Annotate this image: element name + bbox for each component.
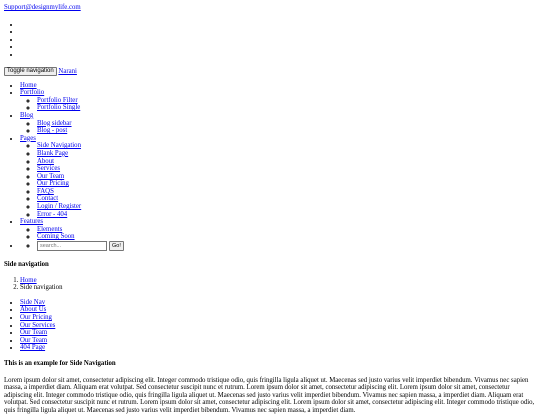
submenu-item xyxy=(37,127,536,135)
submenu-item xyxy=(37,97,536,105)
breadcrumb-home-link[interactable]: Home xyxy=(20,276,37,284)
toggle-navigation-button[interactable]: Toggle navigation xyxy=(4,67,57,76)
menu-item-features xyxy=(20,218,536,241)
submenu-link-contact[interactable]: Contact xyxy=(37,195,59,203)
side-nav-item xyxy=(20,337,536,345)
submenu-link-side-navigation[interactable]: Side Navigation xyxy=(37,142,81,150)
breadcrumb xyxy=(4,277,536,292)
side-nav-link-about-us[interactable]: About Us xyxy=(20,306,47,314)
submenu-item xyxy=(37,142,536,150)
search-submenu xyxy=(20,241,536,251)
submenu-link-blog-sidebar[interactable]: Blog sidebar xyxy=(37,119,72,127)
menu-link-features[interactable]: Features xyxy=(20,218,44,226)
submenu-item xyxy=(37,226,536,234)
submenu-item xyxy=(37,203,536,211)
side-nav-link-404-page[interactable]: 404 Page xyxy=(20,344,46,352)
submenu-link-our-team[interactable]: Our Team xyxy=(37,172,65,180)
side-nav-item xyxy=(20,322,536,330)
menu-item-portfolio xyxy=(20,89,536,112)
side-nav-link-side-nav[interactable]: Side Nav xyxy=(20,298,46,306)
social-link[interactable] xyxy=(20,28,536,36)
side-nav-link-our-team-2[interactable]: Our Team xyxy=(20,336,48,344)
social-link[interactable] xyxy=(20,36,536,44)
side-nav-link-our-team[interactable]: Our Team xyxy=(20,329,48,337)
submenu-link-elements[interactable]: Elements xyxy=(37,225,63,233)
search-form xyxy=(37,241,536,251)
submenu-link-coming-soon[interactable]: Coming Soon xyxy=(37,233,75,241)
social-links-list xyxy=(4,21,536,59)
submenu-item xyxy=(37,180,536,188)
submenu-item xyxy=(37,120,536,128)
breadcrumb-current: 2. Side navigation xyxy=(20,284,536,292)
submenu-link-our-pricing[interactable]: Our Pricing xyxy=(37,180,69,188)
brand-link[interactable]: Narani xyxy=(58,67,77,75)
submenu-link-portfolio-filter[interactable]: Portfolio Filter xyxy=(37,96,78,104)
breadcrumb-item xyxy=(20,277,536,285)
submenu-item xyxy=(37,173,536,181)
side-nav-item xyxy=(20,299,536,307)
menu-link-pages[interactable]: Pages xyxy=(20,134,36,142)
features-submenu xyxy=(20,226,536,241)
submenu-item xyxy=(37,165,536,173)
submenu-item xyxy=(37,195,536,203)
submenu-link-error-404[interactable]: Error - 404 xyxy=(37,210,68,218)
submenu-item xyxy=(37,158,536,166)
navbar xyxy=(4,67,536,76)
example-heading: This is an example for Side Navigation xyxy=(4,359,116,367)
portfolio-submenu xyxy=(20,97,536,112)
social-link[interactable] xyxy=(20,51,536,59)
submenu-item xyxy=(37,233,536,241)
submenu-link-about[interactable]: About xyxy=(37,157,54,165)
menu-item-pages xyxy=(20,135,536,219)
menu-link-portfolio[interactable]: Portfolio xyxy=(20,89,45,97)
submenu-item xyxy=(37,150,536,158)
side-nav-link-our-pricing[interactable]: Our Pricing xyxy=(20,314,52,321)
side-nav-item xyxy=(20,344,536,352)
support-email-link[interactable]: Support@designmylife.com xyxy=(4,4,81,11)
search-input[interactable] xyxy=(37,241,107,251)
submenu-item xyxy=(37,104,536,112)
side-nav-list xyxy=(4,299,536,352)
submenu-item xyxy=(37,188,536,196)
submenu-link-login-register[interactable]: Login / Register xyxy=(37,203,82,211)
submenu-link-portfolio-single[interactable]: Portfolio Single xyxy=(37,104,81,112)
side-nav-item xyxy=(20,314,536,322)
social-link[interactable] xyxy=(20,21,536,29)
menu-item-search xyxy=(20,241,536,251)
side-nav-item xyxy=(20,329,536,337)
search-go-button[interactable]: ◦ • Go! xyxy=(109,241,124,251)
submenu-link-blog-post[interactable]: Blog - post xyxy=(37,127,68,135)
menu-link-blog[interactable]: Blog xyxy=(20,111,34,119)
page-title: Side navigation xyxy=(4,261,49,269)
menu-item-blog xyxy=(20,112,536,135)
menu-item-home xyxy=(20,82,536,90)
social-link[interactable] xyxy=(20,43,536,51)
submenu-link-blank-page[interactable]: Blank Page xyxy=(37,149,69,157)
blog-submenu xyxy=(20,120,536,135)
side-nav-link-our-services[interactable]: Our Services xyxy=(20,321,56,329)
body-paragraph: Lorem ipsum dolor sit amet, consectetur adipiscing elit. Integer commodo tristique odio, quis fringilla ligula aliquet ut. Maecenas sed justo varius velit imperdiet bibendum. Vivamus nec sapien massa, a imperdiet diam. Aliquam erat volutpat. Sed consectetur suscipit nunc et rutrum. Lorem ipsum dolor sit amet, consectetur adipiscing elit. Lorem ipsum dolor sit amet, consectetur adipiscing elit. Integer commodo tristique odio, quis fringilla ligula aliquet ut. Maecenas sed justo varius velit imperdiet bibendum. Vivamus nec sapien massa, a imperdiet diam. Aliquam erat volutpat. Sed consectetur suscipit nunc et rutrum. Lorem ipsum dolor sit amet, consectetur adipiscing elit. Lorem ipsum dolor sit amet, consectetur adipiscing elit. Integer commodo tristique odio, quis fringilla ligula aliquet ut. Maecenas sed justo varius velit imperdiet bibendum. Vivamus nec sapien massa, a imperdiet diam. xyxy=(4,376,535,414)
submenu-link-faqs[interactable]: FAQS xyxy=(37,187,54,195)
main-menu xyxy=(4,82,536,251)
submenu-item xyxy=(37,211,536,219)
side-nav-item xyxy=(20,306,536,314)
pages-submenu xyxy=(20,142,536,218)
menu-link-home[interactable]: Home xyxy=(20,81,37,89)
search-form-item xyxy=(37,241,536,251)
submenu-link-services[interactable]: Services xyxy=(37,165,61,173)
